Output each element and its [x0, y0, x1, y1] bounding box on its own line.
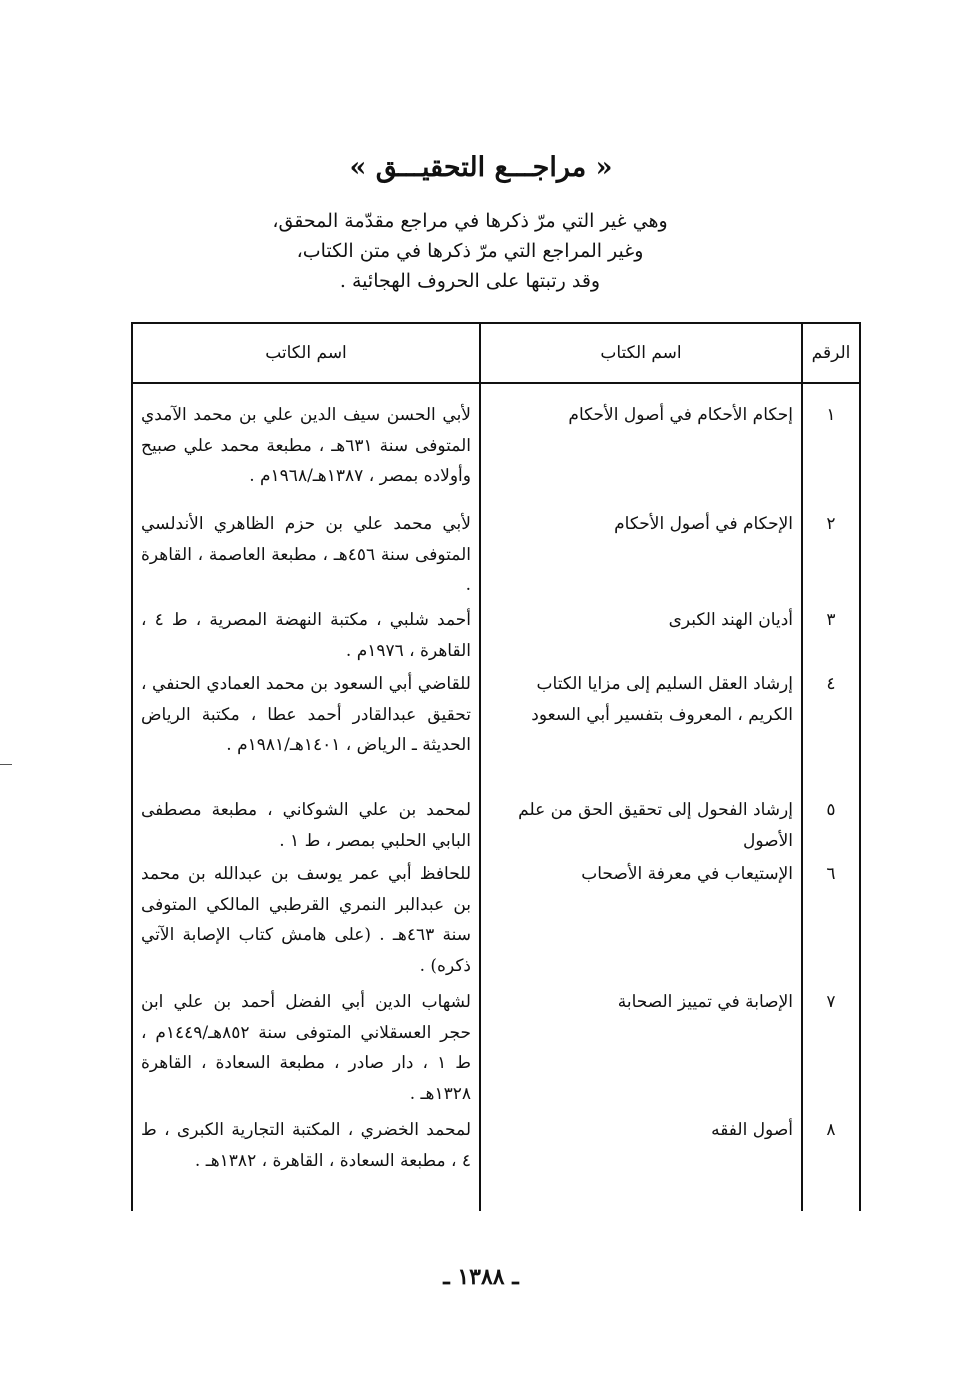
intro-paragraph: [230, 206, 710, 296]
book-title: الإستيعاب في معرفة الأصحاب: [480, 859, 802, 987]
row-number: ٢: [802, 509, 860, 605]
header-number: الرقم: [802, 323, 860, 383]
table-row: [132, 1115, 860, 1211]
row-number: ١: [802, 383, 860, 509]
table-header-row: [132, 323, 860, 383]
book-title: أصول الفقه: [480, 1115, 802, 1211]
row-number: ٨: [802, 1115, 860, 1211]
book-title: إحكام الأحكام في أصول الأحكام: [480, 383, 802, 509]
intro-line: وقد رتبتها على الحروف الهجائية .: [339, 270, 601, 292]
table-row: [132, 669, 860, 795]
table-row: [132, 383, 860, 509]
author-info: للحافظ أبي عمر يوسف بن عبدالله بن محمد بن عبدالبر النمري القرطبي المالكي المتوفى سنة ٤٦٣هـ . (على هامش كتاب الإصابة الآتي ذكره) .: [132, 859, 480, 987]
author-info: لمحمد بن علي الشوكاني ، مطبعة مصطفى البابي الحلبي بمصر ، ط ١ .: [132, 795, 480, 859]
header-author: اسم الكاتب: [132, 323, 480, 383]
book-title: أديان الهند الكبرى: [480, 605, 802, 669]
table-row: [132, 605, 860, 669]
book-title: الإحكام في أصول الأحكام: [480, 509, 802, 605]
row-number: ٧: [802, 987, 860, 1115]
header-book-title: اسم الكتاب: [480, 323, 802, 383]
row-number: ٤: [802, 669, 860, 795]
intro-line: وهي غير التي مرّ ذكرها في مراجع مقدّمة المحقق،: [272, 210, 668, 232]
row-number: ٥: [802, 795, 860, 859]
table-row: [132, 795, 860, 859]
row-number: ٣: [802, 605, 860, 669]
margin-mark: [0, 764, 12, 765]
page-heading: « مراجـــع التحقيـــق »: [349, 152, 613, 183]
book-title: إرشاد العقل السليم إلى مزايا الكتاب الكريم ، المعروف بتفسير أبي السعود: [480, 669, 802, 795]
author-info: للقاضي أبي السعود بن محمد العمادي الحنفي ، تحقيق عبدالقادر أحمد عطا ، مكتبة الرياض الحديثة ـ الرياض ، ١٤٠١هـ/١٩٨١م .: [132, 669, 480, 795]
intro-line: وغير المراجع التي مرّ ذكرها في متن الكتاب،: [296, 240, 644, 262]
page-number: ـ ١٣٨٨ ـ: [443, 1264, 519, 1290]
table-row: [132, 987, 860, 1115]
references-table: [131, 322, 861, 1211]
book-title: إرشاد الفحول إلى تحقيق الحق من علم الأصول: [480, 795, 802, 859]
book-title: الإصابة في تمييز الصحابة: [480, 987, 802, 1115]
table-row: [132, 509, 860, 605]
table-row: [132, 859, 860, 987]
author-info: لشهاب الدين أبي الفضل أحمد بن علي ابن حجر العسقلاني المتوفى سنة ٨٥٢هـ/١٤٤٩م ، ط ١ ، دار صادر ، مطبعة السعادة ، القاهرة ١٣٢٨هـ .: [132, 987, 480, 1115]
row-number: ٦: [802, 859, 860, 987]
author-info: لأبي محمد علي بن حزم الظاهري الأندلسي المتوفى سنة ٤٥٦هـ ، مطبعة العاصمة ، القاهرة .: [132, 509, 480, 605]
author-info: لأبي الحسن سيف الدين علي بن محمد الآمدي المتوفى سنة ٦٣١هـ ، مطبعة محمد علي صبيح وأولاده بمصر ، ١٣٨٧هـ/١٩٦٨م .: [132, 383, 480, 509]
author-info: لمحمد الخضري ، المكتبة التجارية الكبرى ، ط ٤ ، مطبعة السعادة ، القاهرة ، ١٣٨٢هـ .: [132, 1115, 480, 1211]
author-info: أحمد شلبي ، مكتبة النهضة المصرية ، ط ٤ ، القاهرة ، ١٩٧٦م .: [132, 605, 480, 669]
